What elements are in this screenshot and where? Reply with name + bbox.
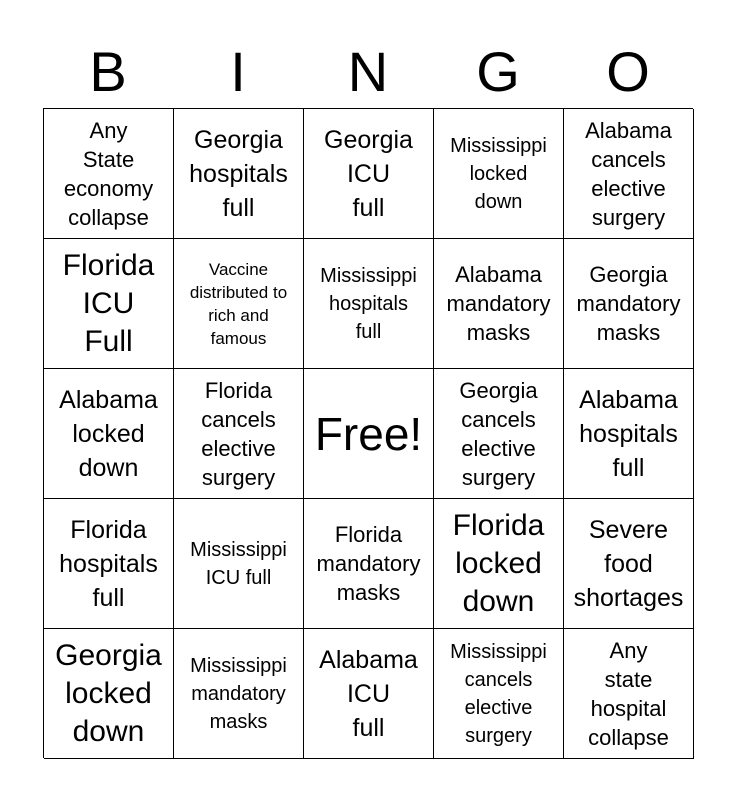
cell-text: Florida cancels elective surgery: [201, 377, 276, 490]
header-letter-i: I: [230, 40, 246, 103]
bingo-cell[interactable]: [174, 629, 304, 759]
free-text: Free!: [314, 407, 423, 460]
bingo-cell[interactable]: [304, 499, 434, 629]
bingo-cell[interactable]: [564, 369, 694, 499]
cell-text: Florida locked down: [452, 508, 545, 618]
cell-text: Georgia cancels elective surgery: [459, 377, 538, 490]
header-letter-n: N: [347, 40, 389, 103]
bingo-board: [43, 108, 693, 758]
cell-text: Florida ICU Full: [62, 248, 155, 358]
bingo-cell[interactable]: [304, 109, 434, 239]
cell-text: Mississippi hospitals full: [320, 264, 417, 343]
free-cell[interactable]: [304, 369, 434, 499]
bingo-cell[interactable]: [434, 629, 564, 759]
bingo-cell[interactable]: [304, 239, 434, 369]
cell-text: Any State economy collapse: [63, 117, 154, 230]
bingo-header: [43, 36, 693, 108]
bingo-cell[interactable]: [174, 369, 304, 499]
cell-text: Alabama ICU full: [319, 645, 418, 742]
bingo-cell[interactable]: [44, 499, 174, 629]
bingo-cell[interactable]: [304, 629, 434, 759]
bingo-cell[interactable]: [44, 629, 174, 759]
header-letter-g: G: [476, 40, 520, 103]
cell-text: Vaccine distributed to rich and famous: [189, 259, 288, 348]
bingo-cell[interactable]: [564, 239, 694, 369]
bingo-cell[interactable]: [174, 499, 304, 629]
cell-text: Mississippi mandatory masks: [190, 654, 287, 733]
cell-text: Florida hospitals full: [59, 515, 158, 612]
bingo-cell[interactable]: [564, 109, 694, 239]
cell-text: Florida mandatory masks: [316, 522, 421, 605]
cell-text: Mississippi locked down: [450, 134, 547, 213]
cell-text: Georgia mandatory masks: [576, 262, 681, 345]
header-letter-o: O: [606, 40, 650, 103]
bingo-cell[interactable]: [434, 369, 564, 499]
cell-text: Alabama hospitals full: [579, 385, 678, 482]
cell-text: Mississippi ICU full: [190, 538, 287, 589]
bingo-cell[interactable]: [564, 629, 694, 759]
cell-text: Georgia locked down: [55, 638, 162, 748]
bingo-cell[interactable]: [434, 109, 564, 239]
bingo-cell[interactable]: [434, 239, 564, 369]
cell-text: Alabama cancels elective surgery: [585, 117, 672, 230]
cell-text: Georgia ICU full: [324, 125, 413, 222]
bingo-cell[interactable]: [434, 499, 564, 629]
cell-text: Georgia hospitals full: [189, 125, 288, 222]
bingo-cell[interactable]: [174, 239, 304, 369]
bingo-cell[interactable]: [44, 369, 174, 499]
bingo-cell[interactable]: [44, 239, 174, 369]
cell-text: Severe food shortages: [573, 515, 684, 612]
cell-text: Any state hospital collapse: [588, 637, 669, 750]
header-letter-b: B: [89, 40, 127, 103]
bingo-cell[interactable]: [174, 109, 304, 239]
cell-text: Alabama mandatory masks: [446, 262, 551, 345]
bingo-cell[interactable]: [44, 109, 174, 239]
cell-text: Alabama locked down: [59, 385, 158, 482]
cell-text: Mississippi cancels elective surgery: [450, 640, 547, 747]
bingo-cell[interactable]: [564, 499, 694, 629]
